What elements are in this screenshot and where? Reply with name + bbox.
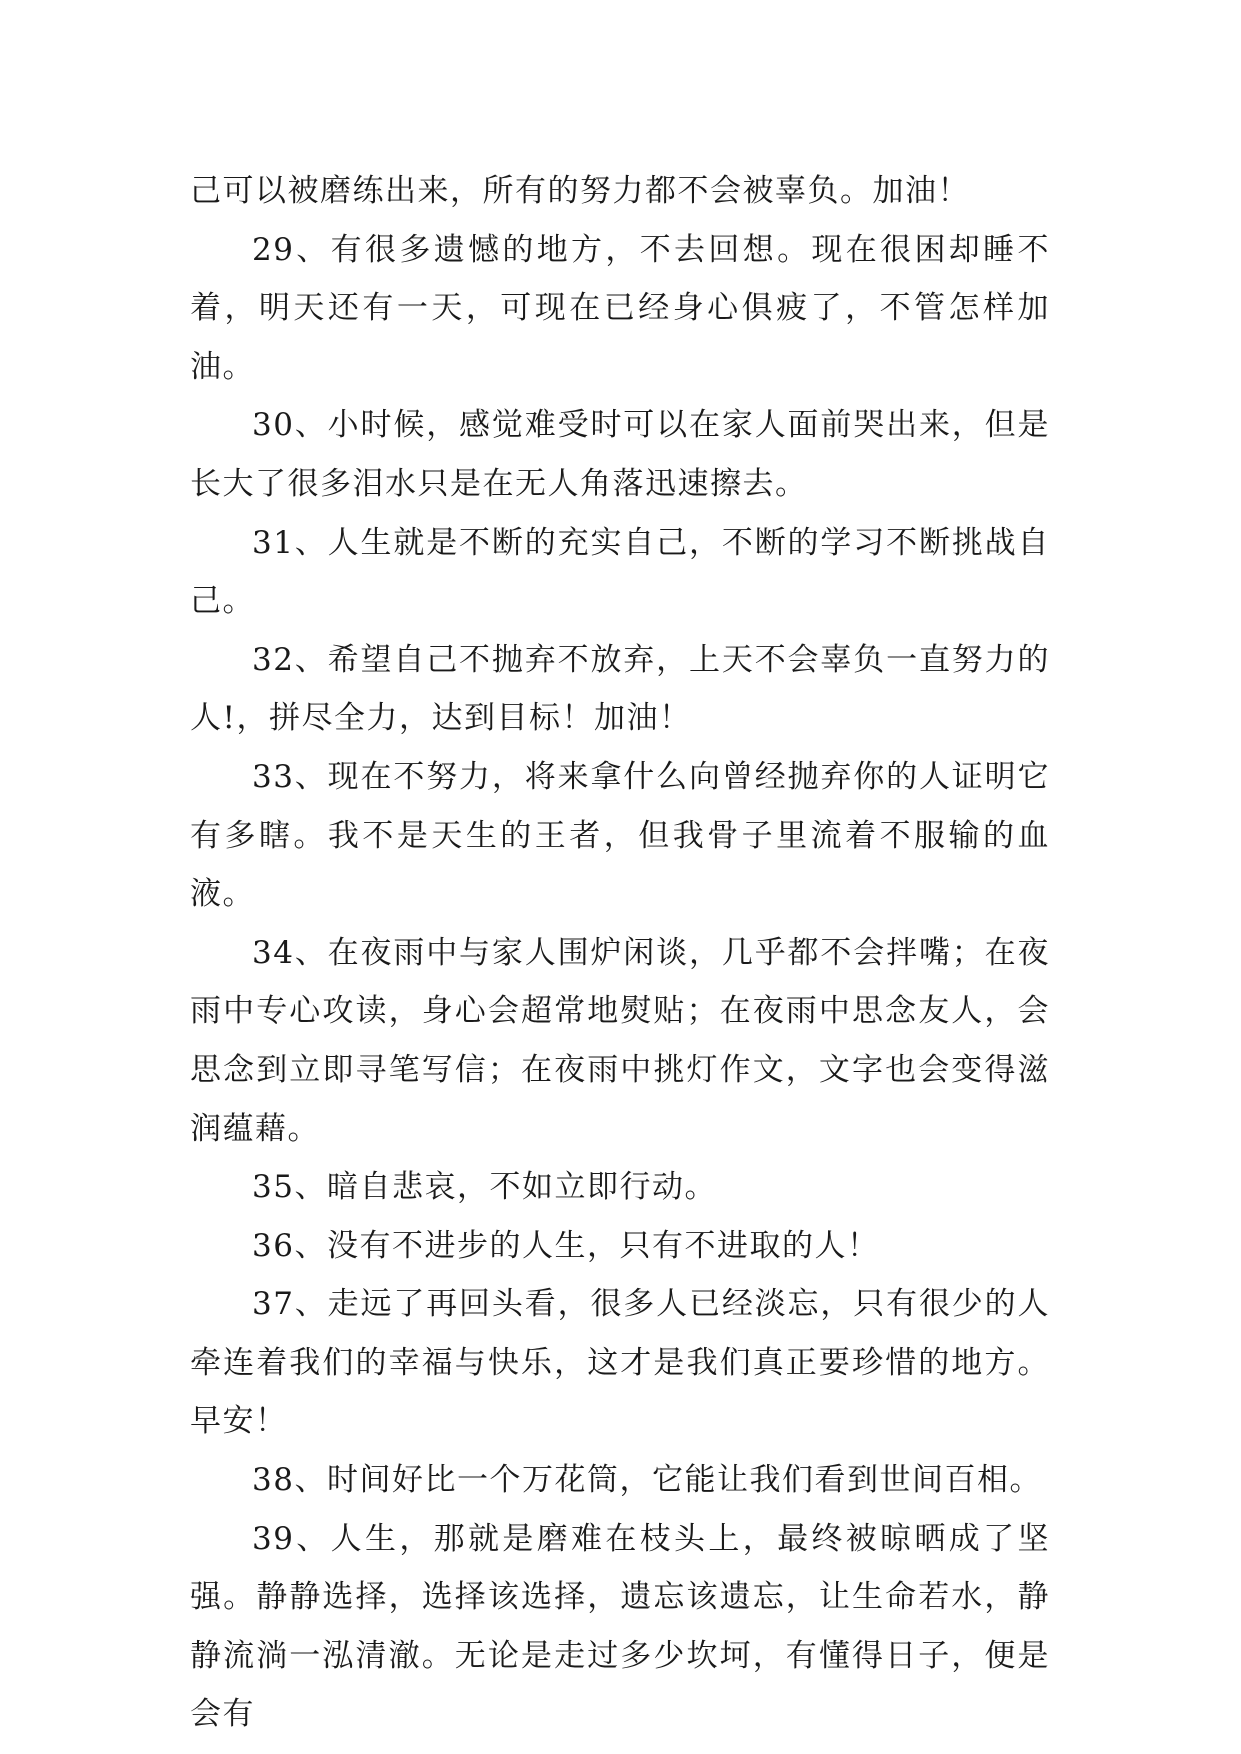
paragraph-continuation: 己可以被磨练出来，所有的努力都不会被辜负。加油！	[190, 173, 970, 209]
paragraph-31: 31、人生就是不断的充实自己，不断的学习不断挑战自己。	[190, 524, 1050, 620]
paragraph-38: 38、时间好比一个万花筒，它能让我们看到世间百相。	[252, 1462, 1042, 1499]
document-body	[190, 162, 1050, 1744]
paragraph-33: 33、现在不努力，将来拿什么向曾经抛弃你的人证明它有多瞎。我不是天生的王者，但我骨子里流着不服输的血液。	[190, 758, 1050, 913]
paragraph-34: 34、在夜雨中与家人围炉闲谈，几乎都不会拌嘴；在夜雨中专心攻读，身心会超常地熨贴；在夜雨中思念友人，会思念到立即寻笔写信；在夜雨中挑灯作文，文字也会变得滋润蕴藉。	[190, 934, 1050, 1147]
paragraph-35: 35、暗自悲哀，不如立即行动。	[252, 1169, 717, 1206]
paragraph-29: 29、有很多遗憾的地方，不去回想。现在很困却睡不着，明天还有一天，可现在已经身心俱疲了，不管怎样加油。	[190, 231, 1050, 385]
paragraph-37: 37、走远了再回头看，很多人已经淡忘，只有很少的人牵连着我们的幸福与快乐，这才是我们真正要珍惜的地方。早安！	[190, 1286, 1050, 1440]
paragraph-32: 32、希望自己不抛弃不放弃，上天不会辜负一直努力的人!，拼尽全力，达到目标！加油！	[190, 641, 1050, 737]
paragraph-39: 39、人生，那就是磨难在枝头上，最终被晾晒成了坚强。静静选择，选择该选择，遗忘该遗忘，让生命若水，静静流淌一泓清澈。无论是走过多少坎坷，有懂得日子，便是会有	[190, 1520, 1050, 1733]
paragraph-30: 30、小时候，感觉难受时可以在家人面前哭出来，但是长大了很多泪水只是在无人角落迅速擦去。	[190, 407, 1050, 502]
paragraph-36: 36、没有不进步的人生，只有不进取的人！	[252, 1227, 880, 1264]
